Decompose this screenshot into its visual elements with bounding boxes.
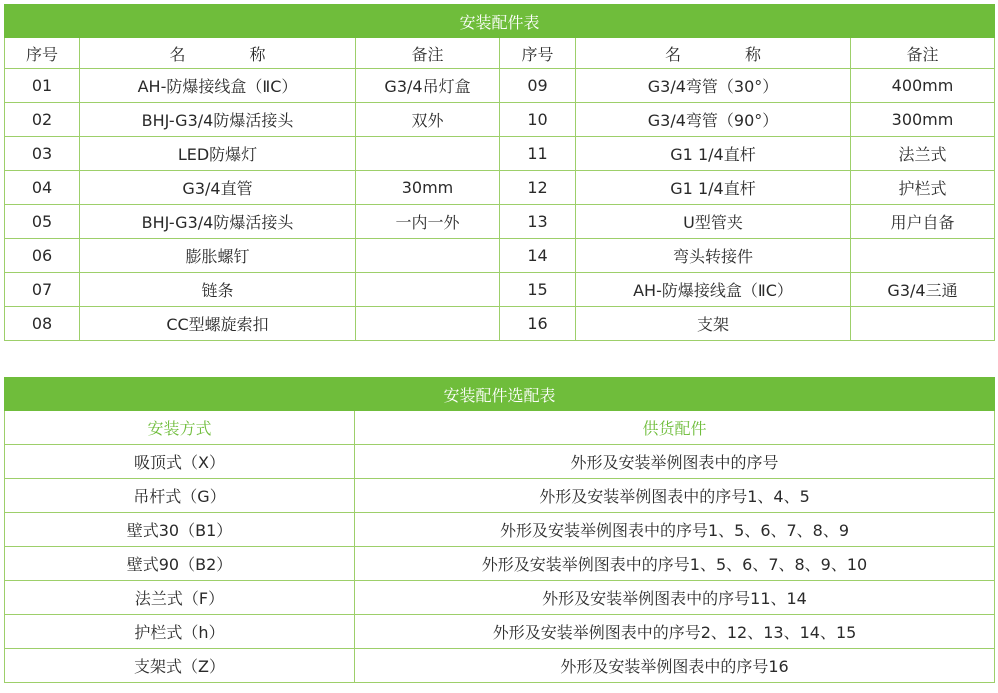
table-cell: 07 xyxy=(5,273,80,307)
table-cell: 02 xyxy=(5,103,80,137)
table-row xyxy=(5,547,995,581)
table-cell: 外形及安装举例图表中的序号 xyxy=(355,445,995,479)
table-cell xyxy=(851,307,995,341)
table-cell: 外形及安装举例图表中的序号2、12、13、14、15 xyxy=(355,615,995,649)
table-cell: G1 1/4直杆 xyxy=(576,171,851,205)
table-row xyxy=(5,307,995,341)
table-cell: 09 xyxy=(500,69,576,103)
column-header: 序号 xyxy=(500,38,576,69)
column-header: 备注 xyxy=(851,38,995,69)
table-cell: 外形及安装举例图表中的序号1、4、5 xyxy=(355,479,995,513)
table-cell: 弯头转接件 xyxy=(576,239,851,273)
table-cell: CC型螺旋索扣 xyxy=(80,307,356,341)
table-row xyxy=(5,479,995,513)
table-cell xyxy=(356,137,500,171)
table-row xyxy=(5,615,995,649)
table-cell: 膨胀螺钉 xyxy=(80,239,356,273)
table-row xyxy=(5,649,995,683)
table-cell: 400mm xyxy=(851,69,995,103)
table-cell: 外形及安装举例图表中的序号1、5、6、7、8、9、10 xyxy=(355,547,995,581)
table-title: 安装配件表 xyxy=(5,5,995,38)
table-cell: 用户自备 xyxy=(851,205,995,239)
table-row xyxy=(5,137,995,171)
table-cell: 05 xyxy=(5,205,80,239)
table-cell: 双外 xyxy=(356,103,500,137)
table-row xyxy=(5,581,995,615)
table-cell: 壁式90（B2） xyxy=(5,547,355,581)
accessory-table xyxy=(4,4,995,341)
column-header: 供货配件 xyxy=(355,411,995,445)
column-header: 名 称 xyxy=(80,38,356,69)
table-cell: BHJ-G3/4防爆活接头 xyxy=(80,103,356,137)
table-cell: G3/4直管 xyxy=(80,171,356,205)
table-cell: 外形及安装举例图表中的序号1、5、6、7、8、9 xyxy=(355,513,995,547)
table-cell: AH-防爆接线盒（ⅡC） xyxy=(576,273,851,307)
table-title-row xyxy=(5,378,995,411)
table-cell: G3/4吊灯盒 xyxy=(356,69,500,103)
table-cell: G1 1/4直杆 xyxy=(576,137,851,171)
table-cell: 外形及安装举例图表中的序号16 xyxy=(355,649,995,683)
table-cell: 10 xyxy=(500,103,576,137)
table-row xyxy=(5,69,995,103)
table-cell: 12 xyxy=(500,171,576,205)
table-cell: 06 xyxy=(5,239,80,273)
table-cell: LED防爆灯 xyxy=(80,137,356,171)
table-cell xyxy=(356,239,500,273)
table-cell: 壁式30（B1） xyxy=(5,513,355,547)
table-cell xyxy=(356,273,500,307)
table-cell: 08 xyxy=(5,307,80,341)
table-cell: 15 xyxy=(500,273,576,307)
table-row xyxy=(5,103,995,137)
table-cell: 13 xyxy=(500,205,576,239)
table-cell: BHJ-G3/4防爆活接头 xyxy=(80,205,356,239)
table-row xyxy=(5,205,995,239)
table-cell: 一内一外 xyxy=(356,205,500,239)
table-row xyxy=(5,239,995,273)
table-row xyxy=(5,171,995,205)
table-cell: 吸顶式（X） xyxy=(5,445,355,479)
table-row xyxy=(5,445,995,479)
column-header: 名 称 xyxy=(576,38,851,69)
table-cell xyxy=(851,239,995,273)
table-cell: 支架式（Z） xyxy=(5,649,355,683)
table-cell: 吊杆式（G） xyxy=(5,479,355,513)
column-header: 序号 xyxy=(5,38,80,69)
selection-table xyxy=(4,377,995,683)
table-cell: 01 xyxy=(5,69,80,103)
table-cell: G3/4弯管（30°） xyxy=(576,69,851,103)
table-title: 安装配件选配表 xyxy=(5,378,995,411)
table-title-row xyxy=(5,5,995,38)
header-row xyxy=(5,411,995,445)
table-cell: AH-防爆接线盒（ⅡC） xyxy=(80,69,356,103)
table-cell: 法兰式 xyxy=(851,137,995,171)
column-header: 安装方式 xyxy=(5,411,355,445)
table-cell: 30mm xyxy=(356,171,500,205)
table-cell: 法兰式（F） xyxy=(5,581,355,615)
table-cell: 护栏式 xyxy=(851,171,995,205)
table-cell: 护栏式（h） xyxy=(5,615,355,649)
column-header: 备注 xyxy=(356,38,500,69)
table-cell: 外形及安装举例图表中的序号11、14 xyxy=(355,581,995,615)
table-cell: 14 xyxy=(500,239,576,273)
table-row xyxy=(5,513,995,547)
table-row xyxy=(5,273,995,307)
table-cell: 支架 xyxy=(576,307,851,341)
table-cell: 03 xyxy=(5,137,80,171)
table-cell xyxy=(356,307,500,341)
table-cell: G3/4弯管（90°） xyxy=(576,103,851,137)
header-row xyxy=(5,38,995,69)
table-cell: U型管夹 xyxy=(576,205,851,239)
table-cell: 链条 xyxy=(80,273,356,307)
table-cell: 04 xyxy=(5,171,80,205)
table-cell: 300mm xyxy=(851,103,995,137)
table-cell: G3/4三通 xyxy=(851,273,995,307)
table-cell: 16 xyxy=(500,307,576,341)
table-cell: 11 xyxy=(500,137,576,171)
